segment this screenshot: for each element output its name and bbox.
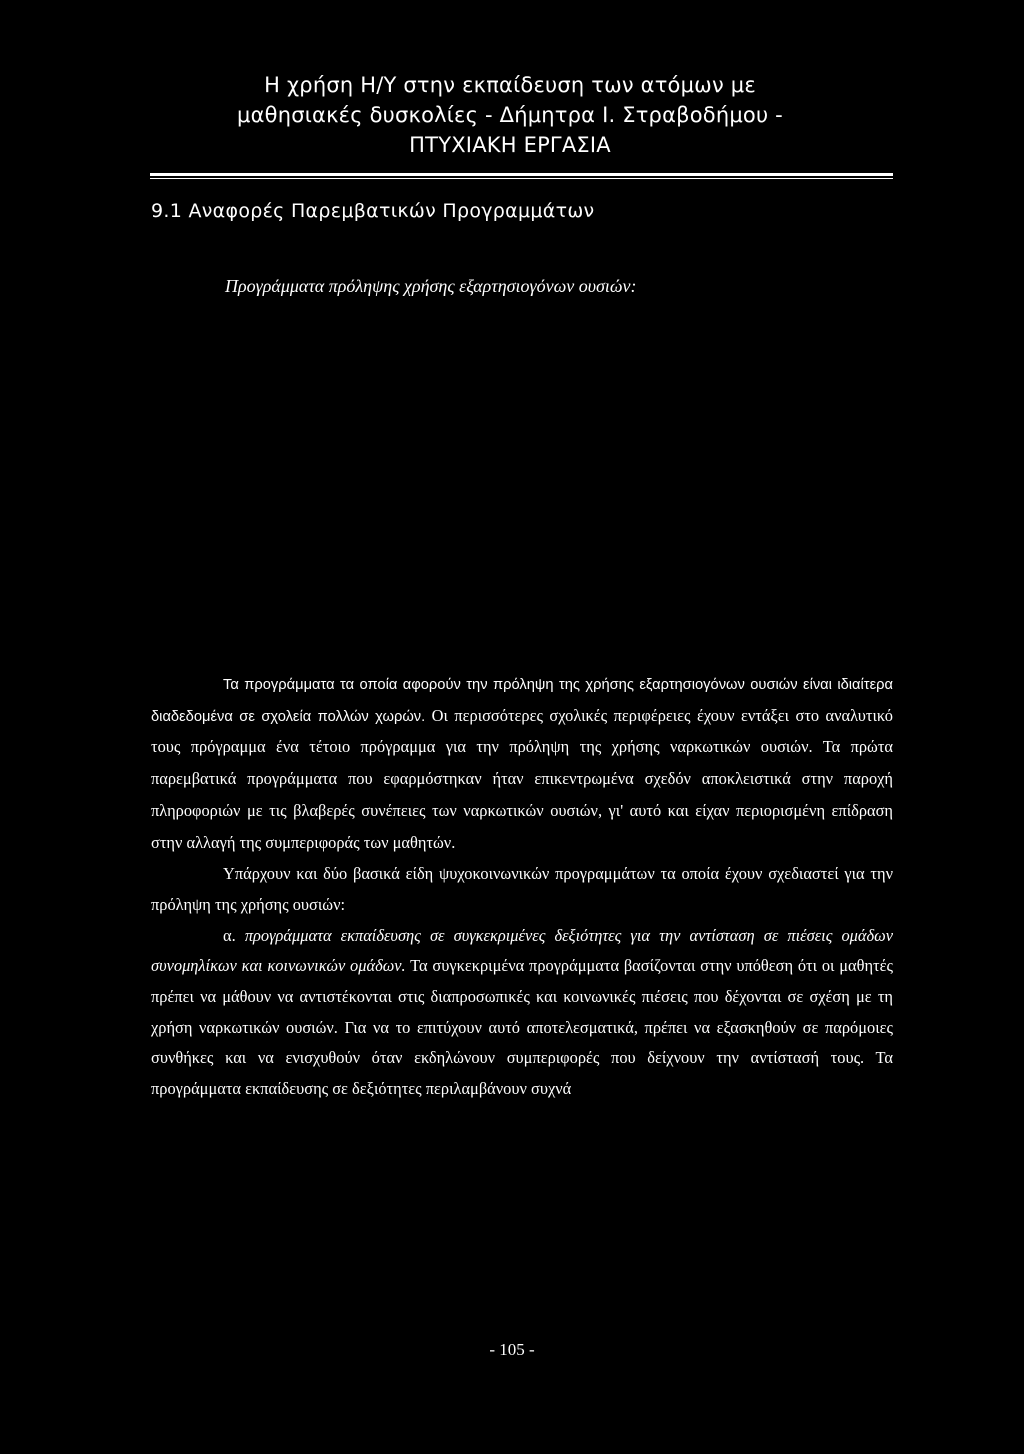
list-marker: α. — [223, 925, 245, 945]
paragraph-3-italic: προγράμματα εκπαίδευσης σε συγκεκριμένες δεξιότητες για την αντίσταση σε πιέσεις ομάδων συνομηλίκων και κοινωνικών ομάδων. — [151, 925, 893, 976]
header-rule-thick — [150, 173, 893, 176]
paragraph-3 — [151, 921, 893, 1105]
paragraph-1-part-2: Οι περισσότερες σχολικές περιφέρειες έχουν εντάξει στο αναλυτικό τους πρόγραμμα ένα τέτοιο πρόγραμμα για την πρόληψη της χρήσης ναρκωτικών ουσιών. Τα πρώτα παρεμβατικά προγράμματα που εφαρμόστηκαν ήταν επικεντρωμένα σχεδόν αποκλειστικά στην παροχή πληροφοριών με τις βλαβερές συνέπειες των ναρκωτικών ουσιών, γι' αυτό και είχαν περιορισμένη επίδραση στην αλλαγή της συμπεριφοράς των μαθητών. — [151, 705, 893, 852]
body-text — [151, 670, 893, 1105]
header-rule-thin — [150, 178, 893, 179]
subheading: Προγράμματα πρόληψης χρήσης εξαρτησιογόνων ουσιών: — [225, 276, 637, 296]
paragraph-1-part-1: Τα προγράμματα τα οποία αφορούν την πρόληψη της χρήσης εξαρτησιογόνων ουσιών είναι ιδιαίτερα διαδεδομένα σε σχολεία πολλών χωρών. — [151, 677, 893, 725]
header-line-3: ΠΤΥΧΙΑΚΗ ΕΡΓΑΣΙΑ — [409, 133, 611, 157]
running-header — [150, 70, 870, 160]
paragraph-3-rest: Τα συγκεκριμένα προγράμματα βασίζονται στην υπόθεση ότι οι μαθητές πρέπει να μάθουν να αντιστέκονται στις διαπροσωπικές και κοινωνικές πιέσεις που δέχονται σε σχέση με τη χρήση ναρκωτικών ουσιών. Για να το επιτύχουν αυτό αποτελεσματικά, πρέπει να εξασκηθούν σε παρόμοιες συνθήκες και να ενισχυθούν όταν εκδηλώνουν συμπεριφορές που δείχνουν την αντίστασή τους. Τα προγράμματα εκπαίδευσης σε δεξιότητες περιλαμβάνουν συχνά — [151, 956, 893, 1099]
header-line-2: μαθησιακές δυσκολίες - Δήμητρα Ι. Στραβοδήμου - — [237, 103, 783, 127]
page-number: - 105 - — [489, 1340, 535, 1359]
paragraph-2: Υπάρχουν και δύο βασικά είδη ψυχοκοινωνικών προγραμμάτων τα οποία έχουν σχεδιαστεί για την πρόληψη της χρήσης ουσιών: — [151, 864, 893, 914]
header-rule — [150, 173, 893, 179]
section-heading: 9.1 Αναφορές Παρεμβατικών Προγραμμάτων — [151, 200, 595, 222]
header-line-1: Η χρήση Η/Υ στην εκπαίδευση των ατόμων με — [264, 73, 756, 97]
paragraph-1 — [151, 670, 893, 859]
